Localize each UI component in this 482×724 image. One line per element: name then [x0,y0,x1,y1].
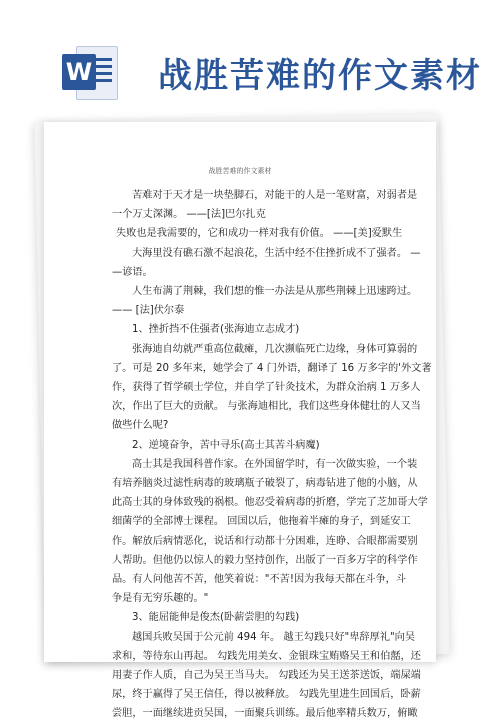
text-line: 3、能屈能伸是俊杰(卧薪尝胆的勾践) [132,612,300,624]
text-line: 2、逆境奋争，苦中寻乐(高士其苦斗病魔) [132,439,320,451]
text-line: 失败也是我需要的，它和成功一样对我有价值。 ——[美]爱默生 [116,228,403,240]
text-line: 苦难对于天才是一块垫脚石，对能干的人是一笔财富，对弱者是 [132,190,418,201]
document-page [44,122,436,720]
text-line: 次，作出了巨大的贡献。 与张海迪相比，我们这些身体健壮的人又当 [112,401,421,413]
text-line: 了。可是 20 多年来，她学会了 4 门外语，翻译了 16 万多字的'外文著 [112,362,432,374]
text-line: 大海里没有礁石激不起浪花，生活中经不住挫折成不了强者。 — [132,247,421,259]
text-line: 品。有人问他苦不苦，他笑着说："不苦!因为我每天都在斗争，斗 [112,574,407,586]
text-line: 一个万丈深渊。 ——[法]巴尔扎克 [112,209,266,221]
document-heading: 战胜苦难的作文素材 [208,167,272,175]
text-line: —— [法]伏尔泰 [112,305,185,317]
text-line: 高士其是我国科普作家。在外国留学时，有一次做实验，一个装 [132,458,418,470]
text-line: 求和，等待东山再起。 勾践先用美女、金银珠宝贿赂吴王和伯嚭，还 [112,650,421,662]
text-line: 越国兵败吴国于公元前 494 年。 越王勾践只好"卑辞厚礼"向吴 [132,631,416,643]
text-line: 尿，终于赢得了吴王信任，得以被释放。 勾践先里进生回国后，卧薪 [112,689,421,701]
word-icon [62,42,116,102]
page-title: 战胜苦难的作文素材 [158,56,482,96]
text-line: 细菌学的全部博士课程。 回国以后，他拖着半瘫的身子，到延安工 [112,516,411,528]
text-line: 人生布满了荆棘，我们想的惟一办法是从那些荆棘上迅速跨过。 [132,286,418,298]
text-line: 此高士其的身体致残的祸根。他忍受着病毒的折磨，学完了芝加哥大学 [112,497,428,509]
text-line: 人帮助。但他仍以惊人的毅力坚持创作，出版了一百多万字的科学作 [112,554,418,566]
header-banner [0,0,482,118]
text-line: —谚语。 [112,266,153,278]
word-letter-tile: W [62,54,96,90]
text-line: 尝胆，一面继续进贡吴国，一面聚兵训练。最后他率精兵数万，俯瞰 [112,708,418,720]
document-body [112,186,432,724]
text-line: 争是有无穷乐趣的。" [112,593,209,605]
text-line: 有培养脑炎过滤性病毒的玻璃瓶子破裂了，病毒钻进了他的小脑，从 [112,478,418,490]
text-line: 张海迪自幼就严重高位截瘫，几次濒临死亡边缘，身体可算弱的 [132,343,418,355]
text-line: 1、挫折挡不住强者(张海迪立志成才) [132,324,300,336]
text-line: 用妻子作人质，自己为吴王当马夫。 勾践还为吴王送茶送饭，端屎端 [112,670,421,682]
text-line: 做些什么呢? [112,420,169,432]
text-line: 作。解放后病情恶化，说话和行动都十分困难，连睁、合眼都需要别 [112,535,418,547]
text-line: 作，获得了哲学硕士学位，并自学了针灸技术，为群众治病 1 万多人 [112,382,421,394]
